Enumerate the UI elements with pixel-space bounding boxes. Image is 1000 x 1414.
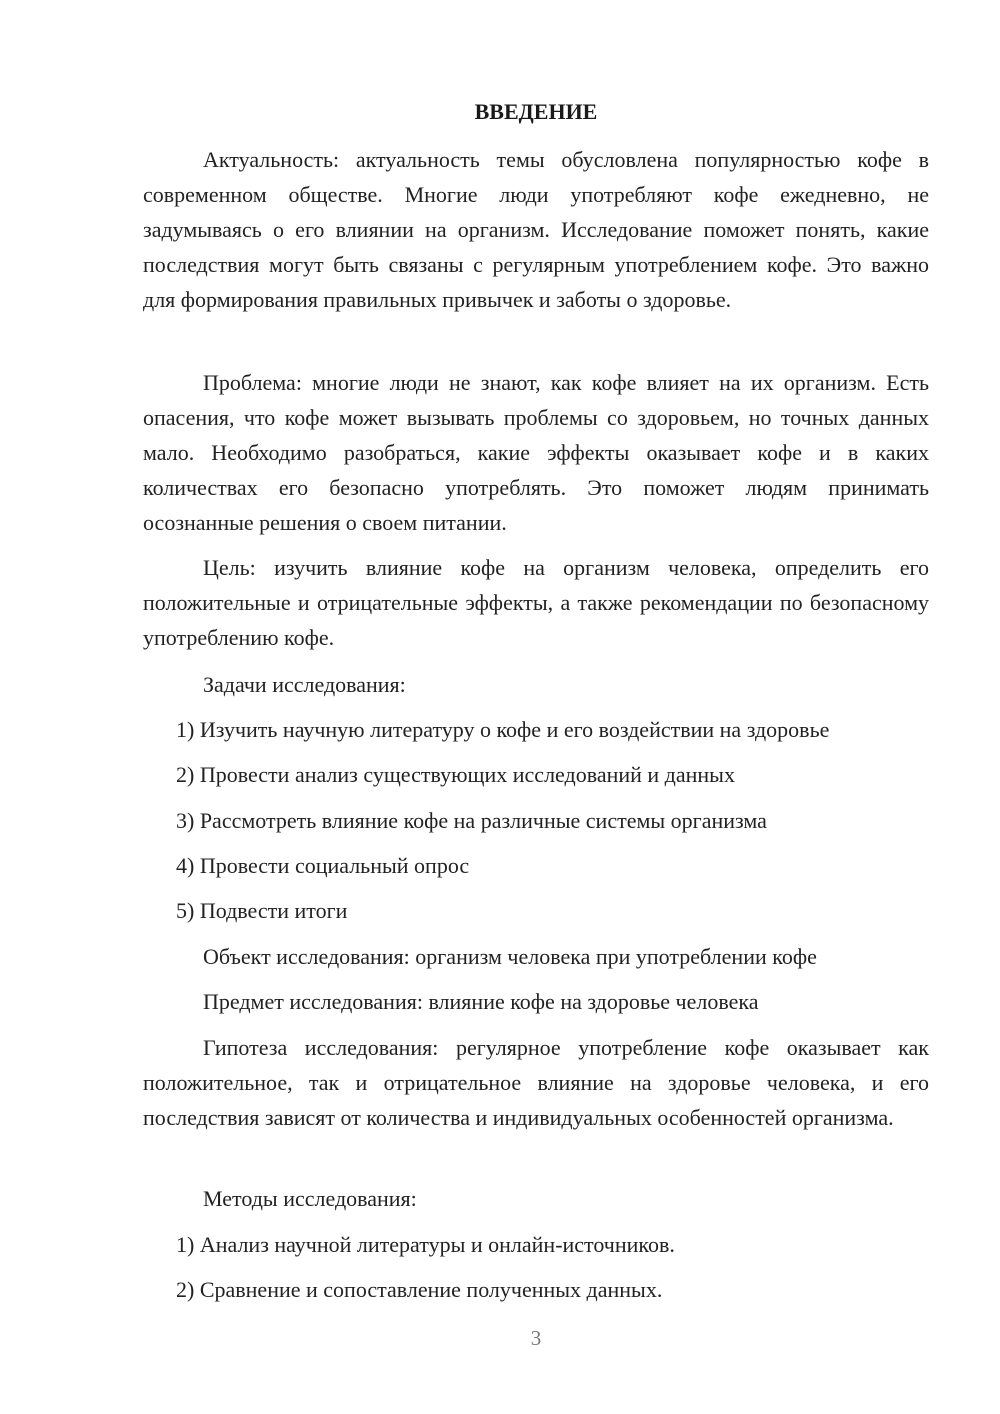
methods-title: Методы исследования:	[203, 1186, 417, 1211]
page-number: 3	[530, 1326, 542, 1350]
research-object: Объект исследования: организм человека при употреблении кофе	[203, 944, 817, 969]
tasks-title: Задачи исследования:	[203, 672, 406, 697]
method-item: 2) Сравнение и сопоставление полученных данных.	[176, 1277, 663, 1302]
hypothesis-paragraph: Гипотеза исследования: регулярное употребление кофе оказывает как положительное, так и отрицательное влияние на здоровье человека, и его последствия зависят от количества и индивидуальных особенностей организма.	[143, 1035, 929, 1130]
task-item: 1) Изучить научную литературу о кофе и его воздействии на здоровье	[176, 717, 830, 742]
task-item: 4) Провести социальный опрос	[176, 853, 470, 878]
section-heading: ВВЕДЕНИЕ	[474, 99, 598, 124]
task-item: 3) Рассмотреть влияние кофе на различные системы организма	[176, 808, 767, 833]
method-item: 1) Анализ научной литературы и онлайн-источников.	[176, 1232, 675, 1257]
actuality-paragraph: Актуальность: актуальность темы обусловлена популярностью кофе в современном обществе. Многие люди употребляют кофе ежедневно, не задумываясь о его влиянии на организм. Исследование поможет понять, какие последствия могут быть связаны с регулярным употреблением кофе. Это важно для формирования правильных привычек и заботы о здоровье.	[143, 147, 929, 312]
goal-paragraph: Цель: изучить влияние кофе на организм человека, определить его положительные и отрицательные эффекты, а также рекомендации по безопасному употреблению кофе.	[143, 555, 929, 650]
task-item: 5) Подвести итоги	[176, 898, 348, 923]
research-subject: Предмет исследования: влияние кофе на здоровье человека	[203, 989, 759, 1014]
problem-paragraph: Проблема: многие люди не знают, как кофе влияет на их организм. Есть опасения, что кофе может вызывать проблемы со здоровьем, но точных данных мало. Необходимо разобраться, какие эффекты оказывает кофе и в каких количествах его безопасно употреблять. Это поможет людям принимать осознанные решения о своем питании.	[143, 370, 929, 535]
task-item: 2) Провести анализ существующих исследований и данных	[176, 762, 735, 787]
